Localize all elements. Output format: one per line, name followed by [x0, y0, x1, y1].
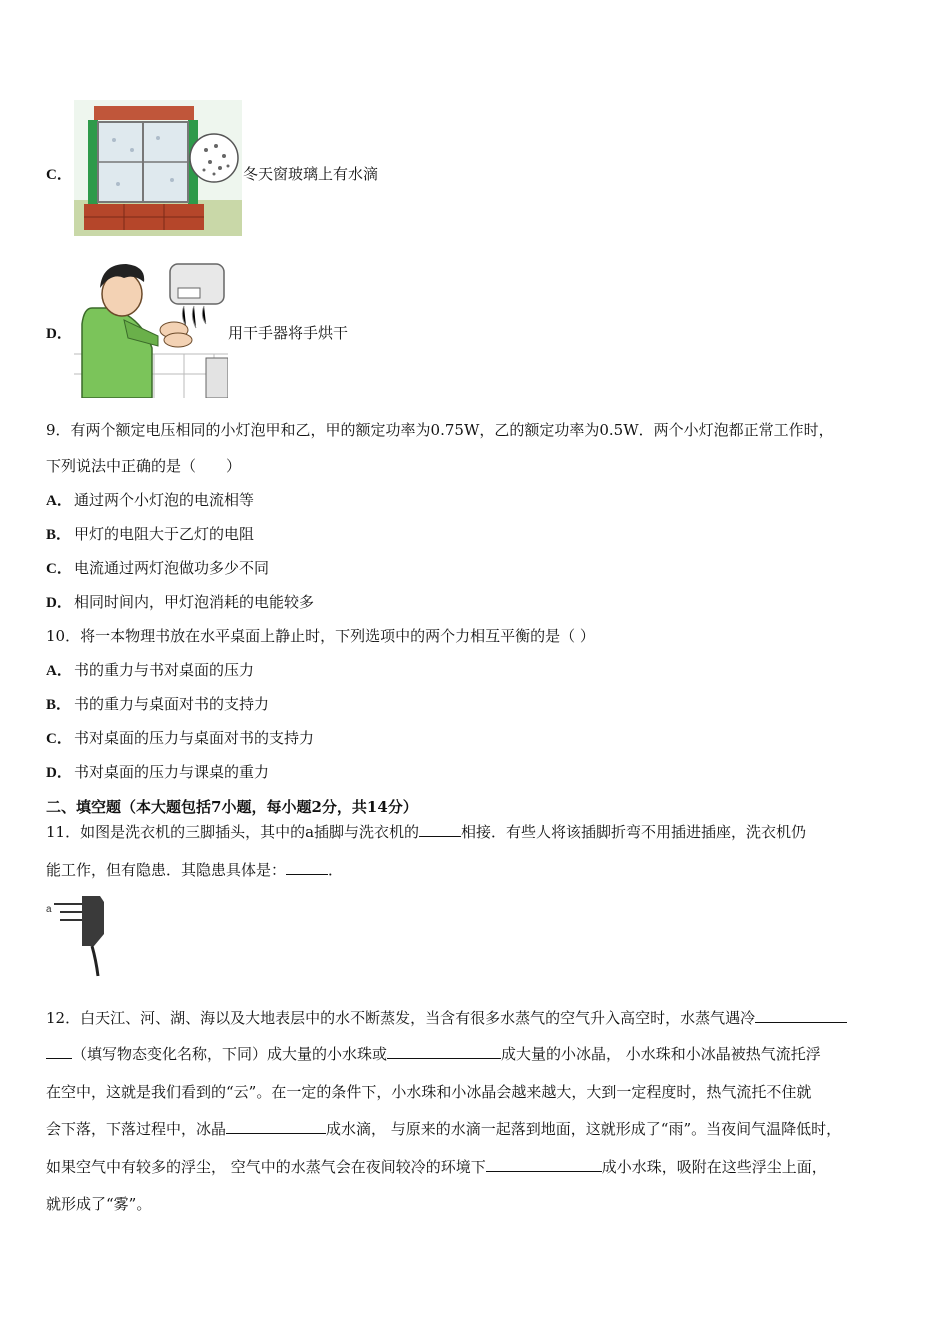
option-text: 通过两个小灯泡的电流相等	[74, 491, 255, 509]
q9-option-b	[46, 524, 254, 545]
q10-option-a	[46, 660, 254, 681]
q11-blank-2	[286, 860, 328, 875]
q12-text-l5b: 成小水珠，吸附在这些浮尘上面，	[601, 1158, 827, 1176]
window-condensation-image	[74, 100, 242, 236]
q12-line3: 在空中，这就是我们看到的“云”。在一定的条件下，小水珠和小冰晶会越来越大，大到一定程度时，热气流托不住就	[46, 1083, 812, 1101]
q8-option-c-caption: 冬天窗玻璃上有水滴	[243, 165, 379, 183]
option-text: 书对桌面的压力与课桌的重力	[74, 763, 270, 781]
q12-text-l2b: 成大量的小冰晶， 小水珠和小冰晶被热气流托浮	[501, 1045, 821, 1063]
q10-option-b	[46, 694, 269, 715]
option-letter: D．	[46, 326, 72, 342]
q12-blank-3	[226, 1119, 326, 1134]
option-letter: C．	[46, 731, 72, 747]
option-text: 书的重力与桌面对书的支持力	[74, 695, 270, 713]
q10-option-c	[46, 728, 314, 749]
option-letter: B．	[46, 697, 72, 713]
q12-text-l5a: 如果空气中有较多的浮尘， 空气中的水蒸气会在夜间较冷的环境下	[46, 1158, 486, 1176]
option-text: 相同时间内，甲灯泡消耗的电能较多	[74, 593, 315, 611]
q11-stem-line1	[46, 822, 806, 842]
q11-text-line2a: 能工作，但有隐患．其隐患具体是：	[46, 861, 287, 879]
q10-stem: 10．将一本物理书放在水平桌面上静止时，下列选项中的两个力相互平衡的是（ ）	[46, 627, 595, 645]
option-text: 电流通过两灯泡做功多少不同	[74, 559, 270, 577]
q11-stem-line2	[46, 860, 343, 880]
hand-dryer-image	[74, 258, 228, 398]
q8-option-d	[46, 323, 74, 344]
plug-icon	[46, 892, 118, 978]
q9-option-d	[46, 592, 314, 613]
q12-line4	[46, 1119, 841, 1139]
option-letter: D．	[46, 595, 72, 611]
q11-blank-1	[419, 822, 461, 837]
q12-line2	[46, 1044, 821, 1064]
three-pin-plug-figure	[46, 892, 118, 978]
q12-line6: 就形成了“雾”。	[46, 1195, 152, 1213]
q10-option-d	[46, 762, 269, 783]
option-letter: C．	[46, 167, 72, 183]
option-text: 书的重力与书对桌面的压力	[74, 661, 255, 679]
option-text: 书对桌面的压力与桌面对书的支持力	[74, 729, 315, 747]
section-title: 二、填空题（本大题包括7小题，每小题2分，共14分）	[46, 798, 418, 816]
q9-option-c	[46, 558, 269, 579]
option-letter: A．	[46, 493, 72, 509]
option-text: 甲灯的电阻大于乙灯的电阻	[74, 525, 255, 543]
q8-option-c	[46, 164, 74, 185]
option-letter: A．	[46, 663, 72, 679]
q12-blank-2	[387, 1044, 501, 1059]
q12-line5	[46, 1157, 827, 1177]
option-letter: C．	[46, 561, 72, 577]
option-letter: D．	[46, 765, 72, 781]
q12-text-l4a: 会下落，下落过程中，冰晶	[46, 1120, 227, 1138]
q11-text-part1: 11．如图是洗衣机的三脚插头，其中的a插脚与洗衣机的	[46, 823, 420, 841]
q12-text-l2a: （填写物态变化名称，下同）成大量的小水珠或	[72, 1045, 388, 1063]
q12-blank-1a	[755, 1008, 847, 1023]
q11-text-line2b: ．	[328, 861, 344, 879]
q12-text-l1: 12．白天江、河、湖、海以及大地表层中的水不断蒸发，当含有很多水蒸气的空气升入高空时，水蒸气遇冷	[46, 1009, 756, 1027]
pin-a-label: a	[46, 904, 52, 915]
option-letter: B．	[46, 527, 72, 543]
q8-option-d-caption: 用干手器将手烘干	[228, 324, 349, 342]
q12-line1	[46, 1008, 847, 1028]
q9-stem-line1: 9．有两个额定电压相同的小灯泡甲和乙，甲的额定功率为0.75W，乙的额定功率为0.5W．两个小灯泡都正常工作时，	[46, 421, 834, 439]
q9-option-a	[46, 490, 254, 511]
q9-stem-line2: 下列说法中正确的是（ ）	[46, 457, 242, 475]
q12-blank-4	[486, 1157, 602, 1172]
q11-text-part2: 相接．有些人将该插脚折弯不用插进插座，洗衣机仍	[461, 823, 807, 841]
q12-blank-1b	[46, 1044, 72, 1059]
q12-text-l4b: 成水滴， 与原来的水滴一起落到地面，这就形成了“雨”。当夜间气温降低时，	[326, 1120, 842, 1138]
